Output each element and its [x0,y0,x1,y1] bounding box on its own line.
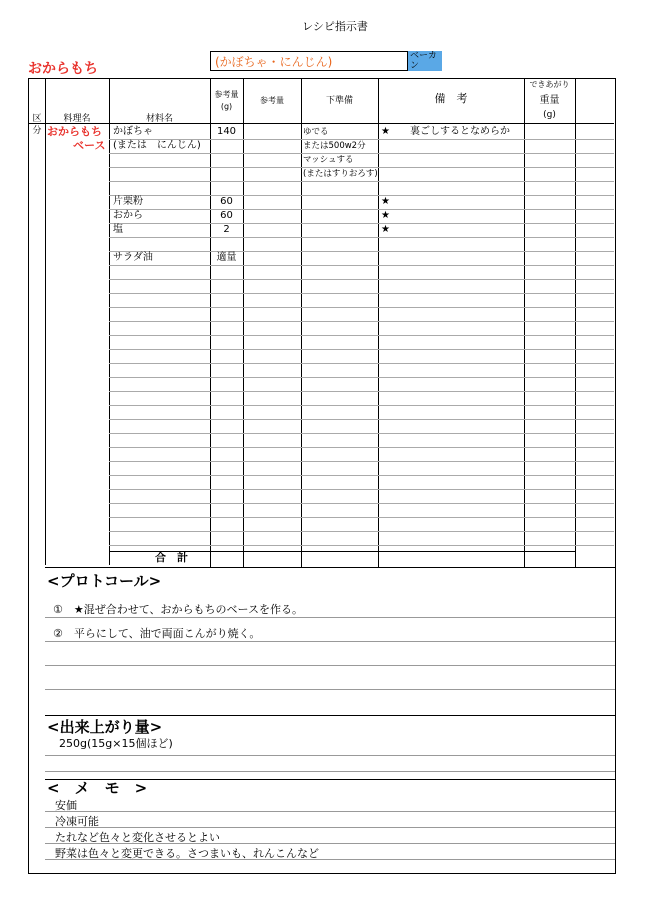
row-line [109,363,614,364]
document-title: レシピ指示書 [302,20,368,33]
row-line [109,461,614,462]
row-line [109,447,614,448]
notes-cell: ★ [381,196,390,207]
row-line [109,475,614,476]
amount-cell: 140 [216,126,237,137]
section-line [45,641,615,642]
header-yield-label: できあがり [529,80,570,89]
row-line [109,335,614,336]
header-yield-unit: (g) [543,110,556,120]
row-line [109,545,614,546]
header-notes: 備 考 [434,92,468,105]
memo-line-4: 野菜は色々と変更できる。さつまいも、れんこんなど [55,847,319,860]
base-tag: ベーカン [408,51,442,71]
section-line [45,617,615,618]
ingredient-cell: おから [113,210,143,221]
row-line [109,279,614,280]
variant-field[interactable]: (かぼちゃ・にんじん) [210,51,408,71]
notes-cell: ★ 裏ごしするとなめらか [381,126,510,137]
yield-value: 250g(15g×15個ほど) [59,737,173,750]
protocol-divider [45,567,615,568]
row-line [109,377,614,378]
amount-cell: 2 [223,224,230,235]
header-yield-weight: 重量 [539,95,560,106]
section-line [45,689,615,690]
prep-cell: ゆでる [303,127,329,137]
row-line [109,209,614,210]
protocol-step-2: ② 平らにして、油で両面こんがり焼く。 [53,627,261,640]
header-ingredient: 材料名 [145,114,173,124]
row-line [109,391,614,392]
row-line [109,251,614,252]
prep-cell: (またはすりおろす) [303,169,378,179]
notes-cell: ★ [381,210,390,221]
ingredient-cell: かぼちゃ [113,126,153,137]
recipe-sheet [28,78,616,874]
dish-name-line-2: ベース [73,139,106,152]
header-prep: 下準備 [325,96,353,106]
header-dish: 料理名 [63,114,91,124]
protocol-step-1: ① ★混ぜ合わせて、おからもちのベースを作る。 [53,603,303,616]
prep-cell: マッシュする [303,155,354,165]
prep-cell: または500w2分 [303,141,366,151]
section-line [45,827,615,828]
row-line [109,349,614,350]
notes-cell: ★ [381,224,390,235]
row-line [109,517,614,518]
row-line [109,181,614,182]
section-line [45,811,615,812]
dish-name-line-1: おからもち [47,125,102,138]
yield-title: <出来上がり量> [47,718,163,736]
header-ref-amount: 参考量 [260,96,284,105]
section-line [45,665,615,666]
memo-title: < メ モ > [47,779,148,797]
row-line [109,223,614,224]
section-line [45,755,615,756]
memo-line-3: たれなど色々と変化させるとよい [55,831,220,844]
row-line [109,265,614,266]
row-line [109,307,614,308]
ingredient-cell: 塩 [113,224,123,235]
row-line [109,237,614,238]
section-line [45,859,615,860]
row-line [109,433,614,434]
amount-cell: 60 [220,196,233,207]
header-category: 区分 [32,114,42,136]
amount-cell: 60 [220,210,233,221]
header-amount: 参考量 (g) [214,90,239,111]
col-divider [109,79,110,565]
row-line [109,405,614,406]
ingredient-cell: (または にんじん) [113,140,201,151]
row-line [109,531,614,532]
ingredient-cell: 片栗粉 [113,196,143,207]
row-line [109,293,614,294]
section-line [45,843,615,844]
row-line [109,419,614,420]
memo-line-2: 冷凍可能 [55,815,99,828]
row-line [109,489,614,490]
section-line [45,771,615,772]
total-label: 合 計 [155,551,188,564]
protocol-title: <プロトコール> [47,572,162,590]
col-divider [45,79,46,565]
row-line [109,153,614,154]
memo-line-1: 安価 [55,799,77,812]
ingredient-cell: サラダ油 [113,252,153,263]
row-line [109,321,614,322]
amount-cell: 適量 [216,252,237,263]
row-line [109,195,614,196]
row-line [109,503,614,504]
dish-name: おからもち [28,61,98,77]
